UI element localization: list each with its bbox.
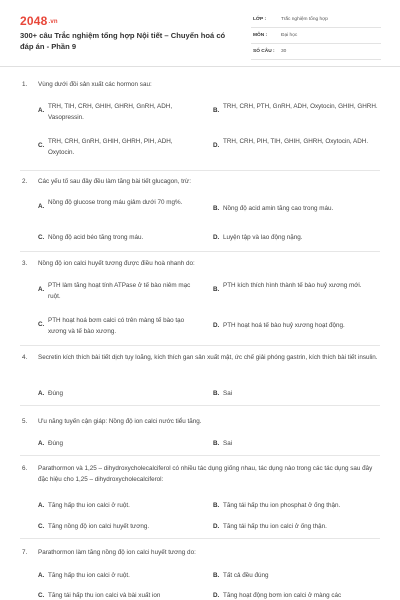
option-text: PTH làm tăng hoạt tính ATPase ở tế bào niêm mạc ruột. (48, 282, 191, 300)
question-stem: Vùng dưới đồi sản xuất các hormon sau: (38, 81, 152, 88)
question-number: 5. (22, 418, 28, 425)
option-text: Tăng hoạt động bơm ion calci ở màng các (223, 592, 342, 599)
option-text: Nồng độ acid béo tăng trong máu. (48, 234, 144, 241)
option-letter: B. (213, 440, 220, 447)
question-number: 1. (22, 81, 28, 88)
question-divider (20, 170, 380, 171)
question-number: 2. (22, 178, 28, 185)
option-letter: A. (38, 286, 45, 293)
option-text: PTH kích thích hình thành tế bào huỷ xương mới. (223, 282, 362, 289)
option-letter: A. (38, 572, 45, 579)
option-text: Tăng nồng độ ion calci huyết tương. (48, 523, 150, 530)
option-letter: A. (38, 502, 45, 509)
option-letter: B. (213, 572, 220, 579)
question-stem: Secretin kích thích bài tiết dịch tụy loãng, kích thích gan sản xuất mật, ức chế giải phóng gastrin, kích thích bài tiết insulin. (38, 354, 378, 361)
option-letter: B. (213, 390, 220, 397)
option-letter: D. (213, 592, 220, 599)
option-text: TRH, TIH, CRH, GHIH, GHRH, GnRH, ADH, Vasopressin. (48, 103, 173, 121)
question-text (0, 177, 400, 188)
option-letter: A. (38, 107, 45, 114)
question-divider (20, 405, 380, 406)
option-text: Tất cả đều đúng (223, 572, 269, 579)
meta-label: LỚP : (253, 17, 267, 22)
question-text (0, 259, 400, 270)
option-letter: D. (213, 142, 220, 149)
question-stem: Nồng độ ion calci huyết tương được điều hoà nhanh do: (38, 260, 195, 267)
option-text: Tăng hấp thu ion calci ở ruột. (48, 572, 130, 579)
question-6 (0, 464, 400, 530)
option-letter: C. (38, 321, 45, 328)
question-divider (20, 251, 380, 252)
question-number: 4. (22, 354, 28, 361)
question-4 (0, 353, 400, 397)
meta-value: Trắc nghiệm tổng hợp (281, 17, 328, 22)
question-7 (0, 548, 400, 599)
meta-label: SỐ CÂU : (253, 49, 275, 54)
option-text: Nồng độ acid amin tăng cao trong máu. (223, 205, 334, 212)
meta-row-count (251, 46, 381, 60)
document-meta (251, 14, 381, 62)
question-text (0, 464, 400, 485)
option-letter: A. (38, 440, 45, 447)
option-letter: C. (38, 592, 45, 599)
option-text: TRH, CRH, PTH, GnRH, ADH, Oxytocin, GHIH, GHRH. (223, 103, 378, 110)
question-number: 3. (22, 260, 28, 267)
option-letter: B. (213, 286, 220, 293)
question-text (0, 80, 400, 91)
option-text: Tăng hấp thu ion calci ở ruột. (48, 502, 130, 509)
option-letter: D. (213, 523, 220, 530)
option-text: Đúng (48, 440, 64, 447)
option-text: Sai (223, 390, 233, 397)
meta-label: MÔN : (253, 33, 268, 38)
question-divider (20, 538, 380, 539)
question-text (0, 548, 400, 559)
option-letter: B. (213, 205, 220, 212)
header-divider (0, 66, 400, 67)
option-text: Luyện tập và lao động nặng. (223, 234, 303, 241)
option-letter: D. (213, 234, 220, 241)
option-letter: A. (38, 203, 45, 210)
meta-row-class (251, 14, 381, 28)
document-title: 300+ câu Trắc nghiệm tổng hợp Nội tiết – Chuyển hoá có đáp án - Phần 9 (20, 31, 226, 51)
logo-text: 2048 (20, 14, 48, 28)
option-text: PTH hoạt hoá tế bào huỷ xương hoạt động. (223, 322, 345, 329)
option-text: Nồng độ glucose trong máu giảm dưới 70 mg%. (48, 199, 183, 206)
option-letter: C. (38, 523, 45, 530)
question-stem: Parathormon và 1,25 – dihydroxycholecalciferol có nhiều tác dụng giống nhau, tác dụng nào trong các tác dụng sau đây đặc hiệu cho 1,25 – dihydroxycholecalciferol: (38, 465, 373, 483)
option-letter: B. (213, 502, 220, 509)
question-stem: Ưu năng tuyến cận giáp: Nồng độ ion calci nước tiểu tăng. (38, 418, 202, 425)
question-5 (0, 417, 400, 447)
option-text: Đúng (48, 390, 64, 397)
document-header (0, 0, 400, 66)
question-2 (0, 177, 400, 241)
meta-row-subject (251, 30, 381, 44)
question-stem: Parathormon làm tăng nồng độ ion calci huyết tương do: (38, 549, 196, 556)
question-text (0, 417, 400, 428)
meta-value: 30 (281, 49, 287, 54)
question-divider (20, 345, 380, 346)
option-text: PTH hoạt hoá bơm calci có trên màng tế bào tạo xương và tế bào xương. (48, 317, 185, 335)
logo-suffix: .vn (48, 19, 58, 25)
meta-value: Đại học (281, 33, 298, 38)
question-3 (0, 259, 400, 335)
question-text (0, 353, 400, 364)
option-text: TRH, CRH, PIH, TIH, GHIH, GHRH, Oxytocin, ADH. (223, 138, 369, 145)
option-letter: C. (38, 234, 45, 241)
option-letter: C. (38, 142, 45, 149)
site-logo[interactable] (20, 14, 58, 28)
option-text: Tăng tái hấp thu ion calci và bài xuất ion (48, 592, 161, 599)
question-number: 6. (22, 465, 28, 472)
option-text: Tăng tái hấp thu ion calci ở ống thận. (223, 523, 327, 530)
question-1 (0, 80, 400, 156)
option-letter: D. (213, 322, 220, 329)
option-letter: A. (38, 390, 45, 397)
option-text: TRH, CRH, GnRH, GHIH, GHRH, PIH, ADH, Oxytocin. (48, 138, 173, 156)
question-number: 7. (22, 549, 28, 556)
question-stem: Các yếu tố sau đây đều làm tăng bài tiết glucagon, trừ: (38, 178, 191, 185)
option-text: Sai (223, 440, 233, 447)
question-divider (20, 455, 380, 456)
option-text: Tăng tái hấp thu ion phosphat ở ống thận. (223, 502, 341, 509)
option-letter: B. (213, 107, 220, 114)
